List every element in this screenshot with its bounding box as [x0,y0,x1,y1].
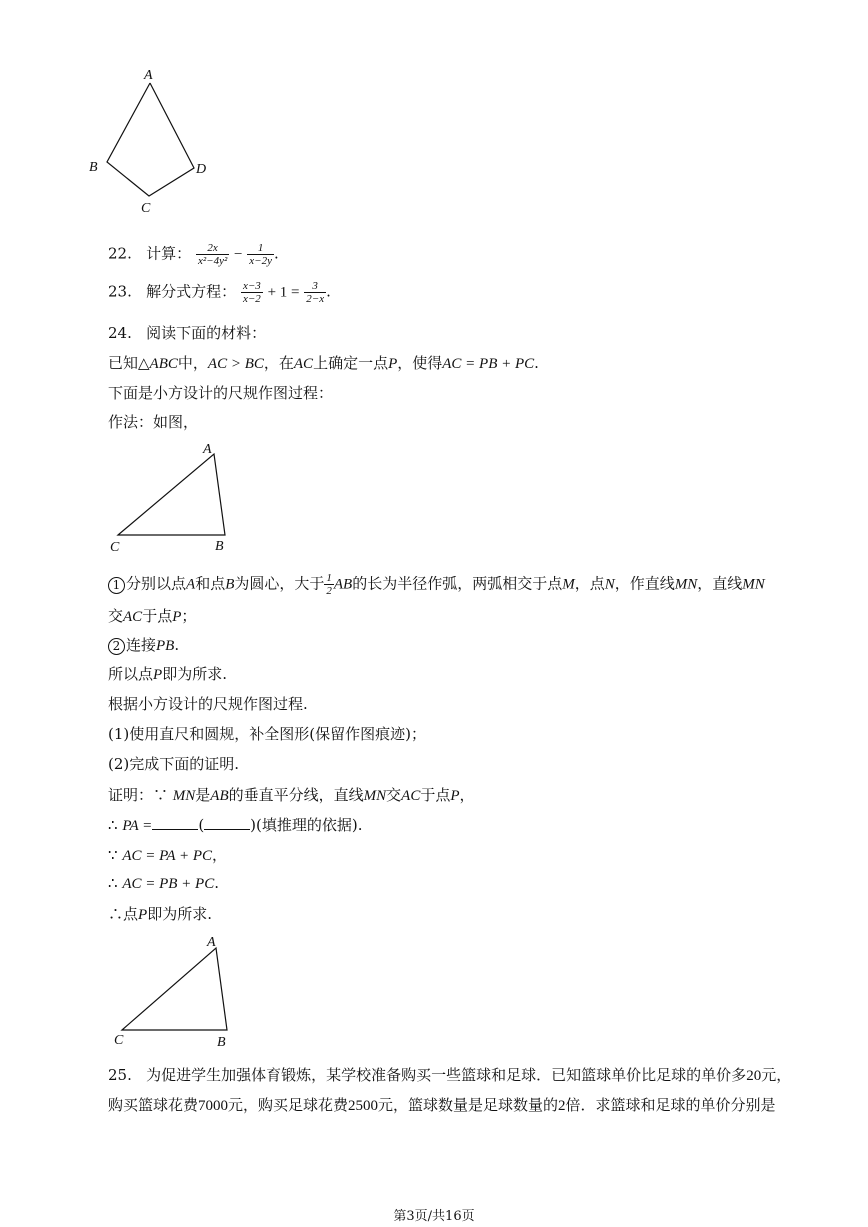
q22-minus: − [234,246,243,263]
question-25-line-2: 购买篮球花费7000元，购买足球花费2500元，篮球数量是足球数量的2倍．求篮球和足球的单价分别是 [108,1096,776,1114]
page-footer: 第3页/共16页 [393,1209,475,1224]
q22-end: . [273,244,279,263]
q22-fraction-2: $\frac{1}{x-2y}$ [249,242,272,267]
tri2-label-a: A [207,935,216,950]
label-b: B [89,160,98,175]
proof-line-1: 证明：∵ MN是AB的垂直平分线，直线MN交AC于点P， [108,786,475,804]
q24-conclusion: 所以点P即为所求. [108,665,227,683]
step-2-marker: 2 [108,638,125,655]
q24-given: 已知△ABC中，AC > BC，在AC上确定一点P，使得AC = PB + PC. [108,354,539,372]
q24-step-2: 2 连接PB. [108,634,179,655]
proof-line-3: ∵ AC = PA + PC， [108,846,228,864]
tri1-label-c: C [110,540,120,555]
q23-mid: + 1 = [267,284,300,301]
label-d: D [196,162,207,177]
label-a: A [144,68,153,83]
step-1-marker: 1 [108,577,125,594]
q22-number: 22. [108,244,132,263]
question-22 [108,242,279,267]
answer-blank-1[interactable] [152,816,198,830]
half-fraction: $\frac{1}{2}$ [326,572,332,597]
proof-line-5: ∴点P即为所求. [108,905,212,923]
q23-label: 解分式方程： [146,282,237,301]
tri1-label-b: B [215,539,224,554]
q24-title-line [108,322,266,343]
q22-fraction-1: $\frac{2x}{\text{x²−4y²}}$ [197,242,228,267]
q24-number: 24. [108,324,132,342]
figure-quadrilateral-abcd [80,60,220,220]
question-25-line-1: 25. 为促进学生加强体育锻炼，某学校准备购买一些篮球和足球．已知篮球单价比足球的单价多20元， [108,1066,792,1084]
q22-label: 计算： [146,244,192,263]
q25-number: 25. [108,1066,132,1084]
q24-part-1: (1)使用直尺和圆规，补全图形(保留作图痕迹)； [108,725,426,743]
label-c: C [141,201,151,216]
q23-fraction-2: $\frac{3}{2-x}$ [306,280,325,305]
proof-line-4: ∴ AC = PB + PC. [108,874,219,892]
proof-line-2: ∴ PA = ( )(填推理的依据). [108,816,363,834]
q24-step-1: 1 分别以点A和点B为圆心，大于 $\frac{1}{2}$ AB的长为半径作弧，两弧相交于点M，点N，作直线MN，直线MN [108,572,765,597]
q24-part-2: (2)完成下面的证明. [108,755,240,773]
q24-intro: 下面是小方设计的尺规作图过程： [108,384,334,402]
answer-blank-2[interactable] [204,816,250,830]
q23-end: . [326,282,331,301]
question-23 [108,280,331,305]
tri1-label-a: A [203,442,212,457]
q24-method: 作法：如图， [108,413,199,431]
q24-title: 阅读下面的材料： [146,324,267,342]
tri2-label-c: C [114,1033,124,1048]
tri2-label-b: B [217,1035,226,1050]
figure-triangle-abc-2 [100,930,250,1055]
figure-triangle-abc-1 [100,436,250,556]
q24-step-1-cont: 交AC于点P； [108,607,197,625]
q23-number: 23. [108,282,132,301]
q23-fraction-1: $\frac{x-3}{x-2}$ [242,280,261,305]
q24-according: 根据小方设计的尺规作图过程. [108,695,308,713]
